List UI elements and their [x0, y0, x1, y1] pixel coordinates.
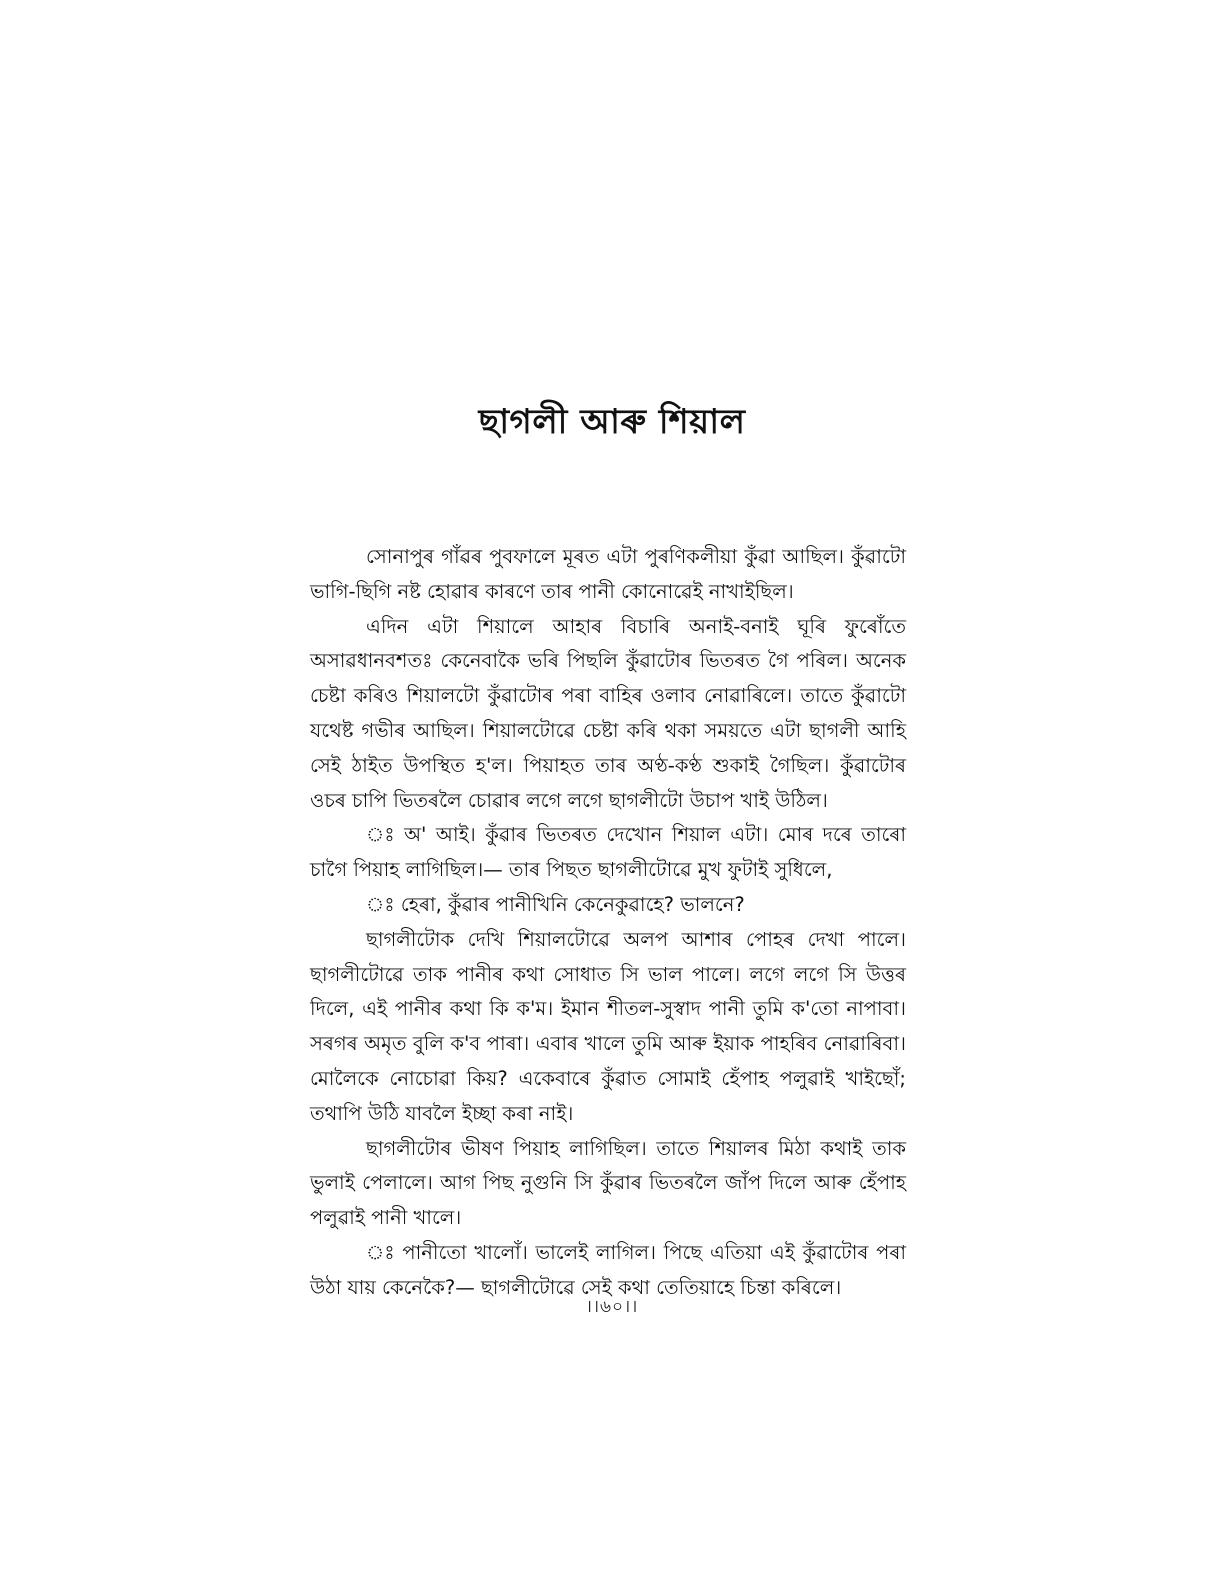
paragraph: সোনাপুৰ গাঁৱৰ পুবফালে মূৰত এটা পুৰণিকলীয়া কুঁৱা আছিল। কুঁৱাটো ভাগি-ছিগি নষ্ট হোৱাৰ কাৰণে তাৰ পানী কোনোৱেই নাখাইছিল।: [310, 545, 906, 603]
dialogue-paragraph: ঃ হেৰা, কুঁৱাৰ পানীখিনি কেনেকুৱাহে? ভালনে?: [366, 892, 745, 916]
paragraph: এদিন এটা শিয়ালে আহাৰ বিচাৰি অনাই-বনাই ঘূৰি ফুৰোঁতে অসাৱধানবশতঃ কেনেবাকৈ ভৰি পিছলি কুঁৱাটোৰ ভিতৰত গৈ পৰিল। অনেক চেষ্টা কৰিও শিয়ালটো কুঁৱাটোৰ পৰা বাহিৰ ওলাব নোৱাৰিলে। তাতে কুঁৱাটো যথেষ্ট গভীৰ আছিল। শিয়ালটোৱে চেষ্টা কৰি থকা সময়তে এটা ছাগলী আহি সেই ঠাইত উপস্থিত হ'ল। পিয়াহত তাৰ অণ্ঠ-কণ্ঠ শুকাই গৈছিল। কুঁৱাটোৰ ওচৰ চাপি ভিতৰলৈ চোৱাৰ লগে লগে ছাগলীটো উচাপ খাই উঠিল।: [310, 614, 906, 812]
dialogue-paragraph: ঃ অ' আই। কুঁৱাৰ ভিতৰত দেখোন শিয়াল এটা। মোৰ দৰে তাৰো চাগৈ পিয়াহ লাগিছিল।— তাৰ পিছত ছাগলীটোৱে মুখ ফুটাই সুধিলে,: [310, 823, 906, 882]
page-number: ।।৬০।।: [585, 1297, 639, 1317]
paragraph: ছাগলীটোৰ ভীষণ পিয়াহ লাগিছিল। তাতে শিয়ালৰ মিঠা কথাই তাক ভুলাই পেলালে। আগ পিছ নুগুনি সি কুঁৱাৰ ভিতৰলৈ জাঁপ দিলে আৰু হেঁপাহ পলুৱাই পানী খালে।: [310, 1136, 906, 1230]
dialogue-paragraph: ঃ পানীতো খালোঁ। ভালেই লাগিল। পিছে এতিয়া এই কুঁৱাটোৰ পৰা উঠা যায় কেনেকৈ?— ছাগলীটোৱে সেই কথা তেতিয়াহে চিন্তা কৰিলে।: [310, 1240, 906, 1299]
paragraph: ছাগলীটোক দেখি শিয়ালটোৱে অলপ আশাৰ পোহৰ দেখা পালে। ছাগলীটোৱে তাক পানীৰ কথা সোধাত সি ভাল পালে। লগে লগে সি উত্তৰ দিলে, এই পানীৰ কথা কি ক'ম। ইমান শীতল-সুস্বাদ পানী তুমি ক'তো নাপাবা। সৰগৰ অমৃত বুলি ক'ব পাৰা। এবাৰ খালে তুমি আৰু ইয়াক পাহৰিব নোৱাৰিবা। মোলৈকে নোচোৱা কিয়? একেবাৰে কুঁৱাত সোমাই হেঁপাহ পলুৱাই খাইছোঁ; তথাপি উঠি যাবলৈ ইচ্ছা কৰা নাই।: [310, 927, 906, 1125]
story-body: [310, 540, 906, 1306]
story-title: ছাগলী আৰু শিয়াল: [478, 402, 746, 442]
